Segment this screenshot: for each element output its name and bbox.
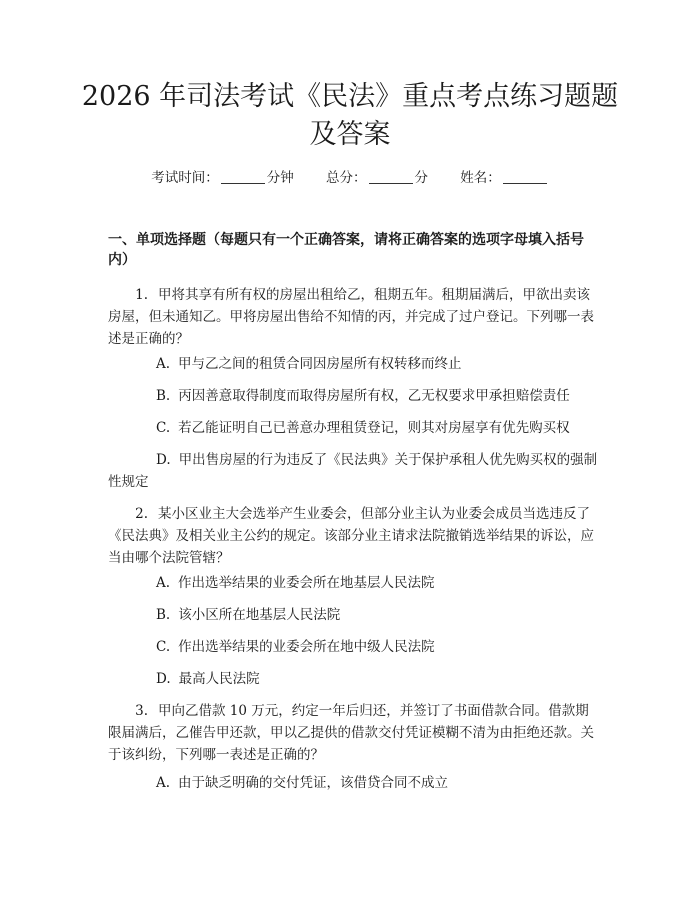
question-text: 某小区业主大会选举产生业委会，但部分业主认为业委会成员当选违反了《民法典》及相关业主公约的规定。该部分业主请求法院撤销选举结果的诉讼，应当由哪个法院管辖？ [108,506,594,566]
option-label: D. [156,671,171,687]
option-label: C. [156,639,171,655]
option-text: 由于缺乏明确的交付凭证，该借贷合同不成立 [178,775,449,791]
question-text: 甲将其享有所有权的房屋出租给乙，租期五年。租期届满后，甲欲出卖该房屋，但未通知乙。甲将房屋出售给不知情的丙，并完成了过户登记。下列哪一表述是正确的？ [108,287,594,347]
option-text: 甲与乙之间的租赁合同因房屋所有权转移而终止 [178,356,462,372]
total-score [326,170,428,186]
question-2 [108,503,598,569]
exam-meta [0,168,700,188]
title-line-2: 及答案 [309,119,391,150]
total-score-label: 总分： [326,170,367,186]
question-3 [108,700,598,766]
total-score-unit: 分 [414,170,428,186]
option-label: B. [156,388,171,404]
option-text: 该小区所在地基层人民法院 [178,607,341,623]
question-2-option-b [156,604,606,626]
exam-time-label: 考试时间： [151,170,219,186]
exam-time-unit: 分钟 [266,170,294,186]
question-1-option-a [156,353,606,375]
exam-time-blank [221,169,265,184]
question-number: 1. [135,287,148,303]
option-label: A. [156,356,171,372]
question-number: 3. [135,703,148,719]
question-2-option-a [156,572,606,594]
question-2-option-c [156,636,606,658]
question-1-option-b [156,385,606,407]
option-label: B. [156,607,171,623]
option-label: C. [156,420,171,436]
option-label: A. [156,775,171,791]
question-3-option-a [156,772,606,794]
student-name-label: 姓名： [460,170,501,186]
question-1-option-d [108,449,598,493]
exam-time [151,170,294,186]
question-number: 2. [135,506,148,522]
option-text: 作出选举结果的业委会所在地中级人民法院 [178,639,435,655]
question-1 [108,284,598,350]
total-score-blank [369,169,413,184]
student-name [460,170,549,186]
option-text: 若乙能证明自己已善意办理租赁登记，则其对房屋享有优先购买权 [178,420,570,436]
option-label: D. [156,452,171,468]
section-title: 一、单项选择题（每题只有一个正确答案，请将正确答案的选项字母填入括号内） [108,232,584,268]
option-text: 作出选举结果的业委会所在地基层人民法院 [178,575,435,591]
question-text: 甲向乙借款 10 万元，约定一年后归还，并签订了书面借款合同。借款期限届满后，乙催告甲还款，甲以乙提供的借款交付凭证模糊不清为由拒绝还款。关于该纠纷，下列哪一表述是正确的？ [108,703,594,763]
student-name-blank [503,169,547,184]
option-text: 丙因善意取得制度而取得房屋所有权，乙无权要求甲承担赔偿责任 [178,388,570,404]
option-text: 甲出售房屋的行为违反了《民法典》关于保护承租人优先购买权的强制性规定 [108,452,598,490]
option-label: A. [156,575,171,591]
option-text: 最高人民法院 [178,671,260,687]
question-2-option-d [156,668,606,690]
document-title [70,78,630,154]
title-line-1: 2026 年司法考试《民法》重点考点练习题题 [81,81,619,112]
question-1-option-c [156,417,606,439]
